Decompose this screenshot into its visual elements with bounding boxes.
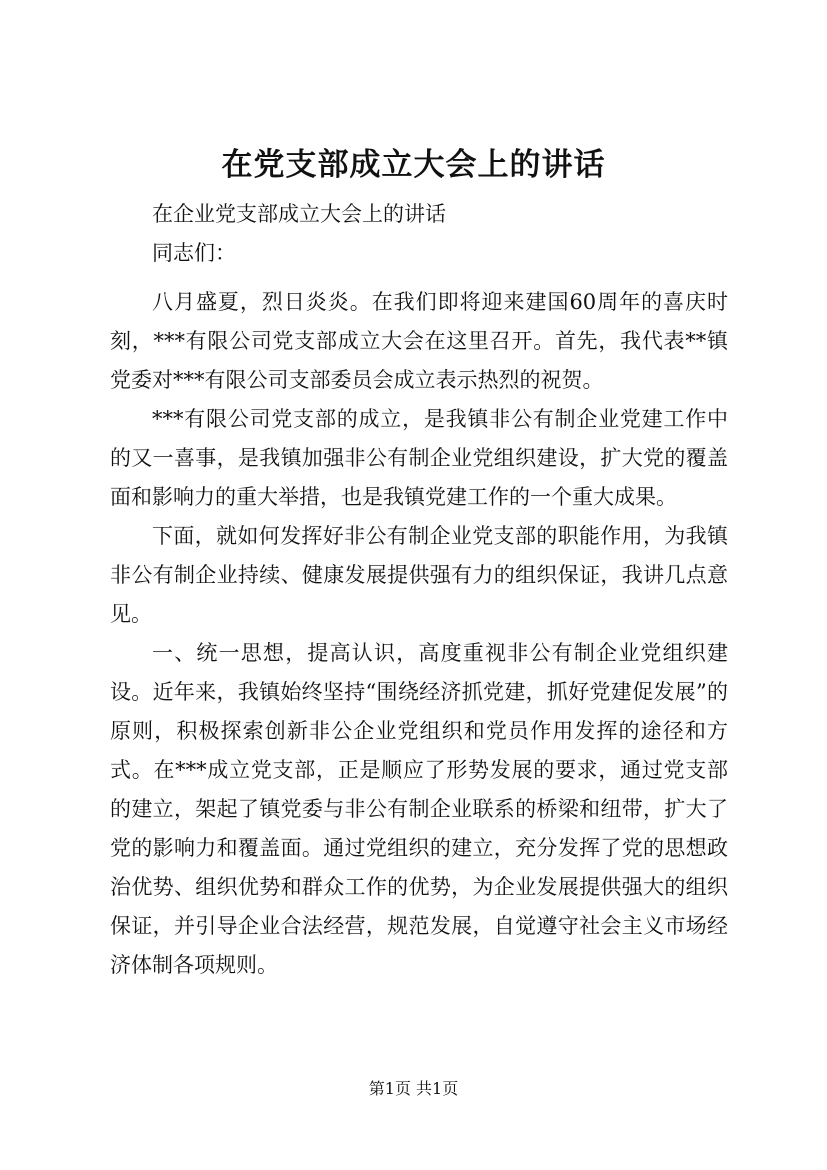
- document-title: 在党支部成立大会上的讲话: [221, 147, 606, 183]
- document-body: [110, 195, 728, 985]
- paragraph-point-one: 一、统一思想，提高认识，高度重视非公有制企业党组织建设。近年来，我镇始终坚持“围绕经济抓党建，抓好党建促发展”的原则，积极探索创新非公企业党组织和党员作用发挥的途径和方式。在***成立党支部，正是顺应了形势发展的要求，通过党支部的建立，架起了镇党委与非公有制企业联系的桥梁和纽带，扩大了党的影响力和覆盖面。通过党组织的建立，充分发挥了党的思想政治优势、组织优势和群众工作的优势，为企业发展提供强大的组织保证，并引导企业合法经营，规范发展，自觉遵守社会主义市场经济体制各项规则。: [110, 641, 728, 977]
- paragraph-salutation: 同志们：: [152, 241, 236, 265]
- paragraph-opening: 八月盛夏，烈日炎炎。在我们即将迎来建国60周年的喜庆时刻，***有限公司党支部成立大会在这里召开。首先，我代表**镇党委对***有限公司支部委员会成立表示热烈的祝贺。: [110, 290, 728, 392]
- page-footer: 第1页 共1页: [368, 1079, 459, 1098]
- paragraph-introduction: 下面，就如何发挥好非公有制企业党支部的职能作用，为我镇非公有制企业持续、健康发展提供强有力的组织保证，我讲几点意见。: [110, 524, 728, 626]
- paragraph-subtitle: 在企业党支部成立大会上的讲话: [152, 202, 446, 226]
- paragraph-significance: ***有限公司党支部的成立，是我镇非公有制企业党建工作中的又一喜事，是我镇加强非公有制企业党组织建设，扩大党的覆盖面和影响力的重大举措，也是我镇党建工作的一个重大成果。: [110, 407, 728, 509]
